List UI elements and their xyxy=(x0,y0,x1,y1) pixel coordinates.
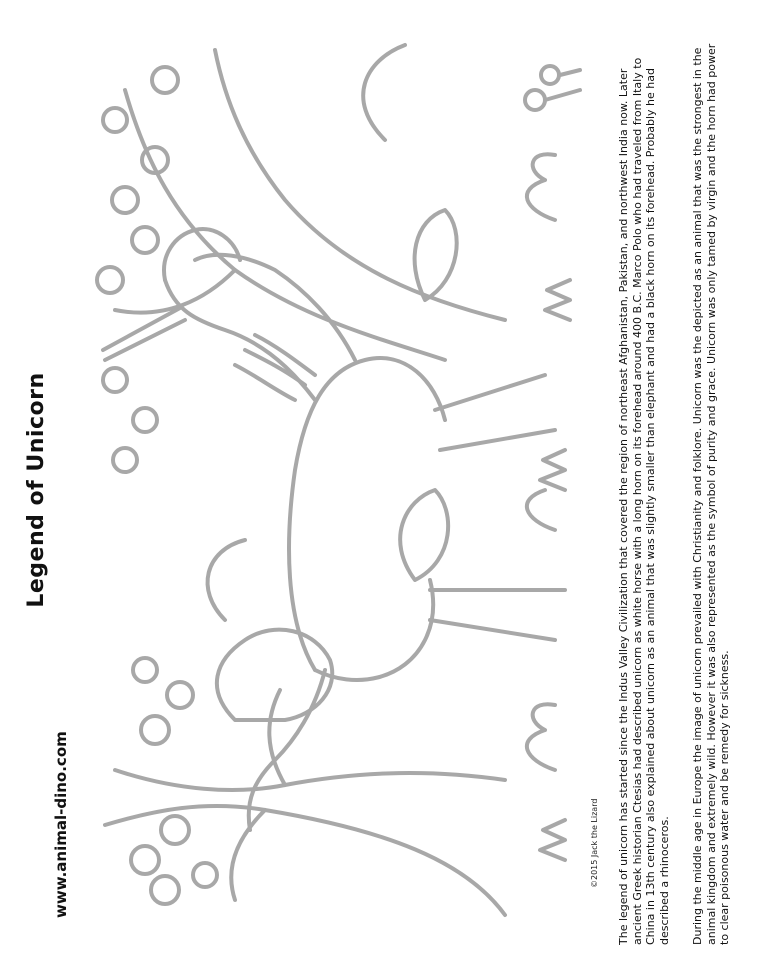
unicorn-coloring-illustration xyxy=(85,35,585,920)
website-url: www.animal-dino.com xyxy=(52,731,70,918)
copyright-notice: ©2015 Jack the Lizard xyxy=(590,798,599,888)
legend-paragraph-2: During the middle age in Europe the image of unicorn prevailed with Christianity and folklore. Unicorn was the depicted as an animal that was the strongest in the animal kingdom and extremely wild. However it was also represented as the symbol of purity and grace. Unicorn was only tamed by virgin and the horn had power to clear poisonous water and be remedy for sickness. xyxy=(691,43,732,945)
legend-paragraph-1: The legend of unicorn has started since the Indus Valley Civilization that covered the region of northeast Afghanistan, Pakistan, and northwest India now. Later ancient Greek historian Ctesias had described unicorn as white horse with a long horn on its forehead around 400 B.C. Marco Polo who had traveled from Italy to China in 13th century also explained about unicorn as an animal that was slightly smaller than elephant and had a black horn on its forehead. Probably he had described a rhinoceros. xyxy=(617,57,671,945)
page-title: Legend of Unicorn xyxy=(24,372,49,608)
